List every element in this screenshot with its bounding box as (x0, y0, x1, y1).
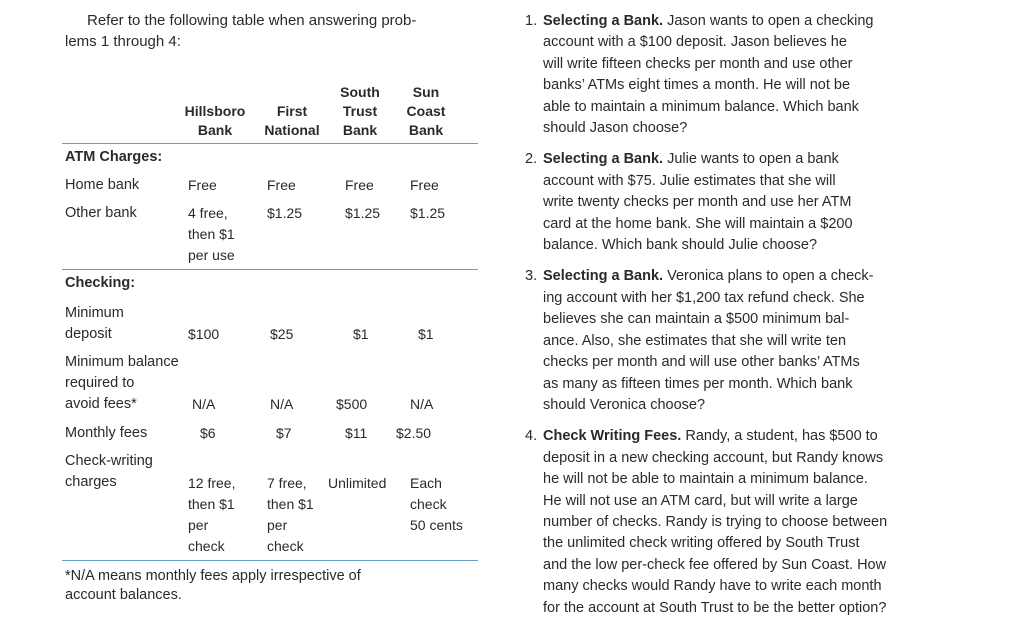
problem-number: 4. (525, 428, 538, 445)
problem-title: Selecting a Bank. (543, 151, 664, 168)
cell-other-bank-south-trust: $1.25 (345, 205, 381, 221)
cell-other-bank-first-national: $1.25 (267, 205, 303, 221)
cell-min-deposit-sun-coast: $1 (418, 326, 434, 342)
problem-text: Selecting a Bank. Julie wants to open a bank account with $75. Julie estimates that she will write twenty checks per month and use her ATM card at the home bank. She will maintain a $200 balance. Which bank should Julie choose? (543, 151, 853, 254)
problem-number: 2. (525, 151, 538, 168)
cell-min-deposit-first-national: $25 (270, 326, 294, 342)
problem-number: 1. (525, 13, 538, 29)
table-divider (62, 269, 478, 270)
table-divider (62, 143, 478, 144)
problem-4 (525, 426, 945, 619)
cell-check-writing-hillsboro: 12 free, then $1 per check (188, 475, 236, 554)
section-title-checking: Checking: (65, 275, 136, 291)
row-label-check-writing-charges: Check-writing charges (65, 453, 153, 490)
cell-min-balance-south-trust: $500 (336, 396, 368, 412)
problem-list (525, 11, 945, 629)
column-header-first-national: First National (264, 103, 320, 138)
cell-min-balance-first-national: N/A (270, 396, 294, 412)
table-divider (62, 560, 478, 561)
cell-monthly-fees-hillsboro: $6 (200, 425, 216, 441)
row-label-monthly-fees: Monthly fees (65, 425, 148, 441)
problem-3 (525, 266, 945, 416)
column-header-south-trust-bank: South Trust Bank (340, 84, 380, 138)
cell-home-bank-sun-coast: Free (410, 177, 439, 193)
cell-home-bank-hillsboro: Free (188, 177, 217, 193)
cell-monthly-fees-sun-coast: $2.50 (396, 425, 432, 441)
cell-other-bank-hillsboro: 4 free, then $1 per use (188, 205, 235, 263)
cell-min-balance-sun-coast: N/A (410, 396, 434, 412)
cell-min-deposit-hillsboro: $100 (188, 326, 220, 342)
problem-title: Selecting a Bank. (543, 13, 664, 29)
bank-table-header (62, 80, 477, 140)
cell-min-balance-hillsboro: N/A (192, 396, 216, 412)
cell-check-writing-south-trust: Unlimited (328, 475, 387, 491)
problem-number: 3. (525, 268, 538, 285)
intro-line-2: lems 1 through 4: (65, 33, 181, 50)
problem-text: Selecting a Bank. Jason wants to open a checking account with a $100 deposit. Jason believes he will write fifteen checks per month and use other banks’ ATMs eight times a month. He will not be able to maintain a minimum balance. Which bank should Jason choose? (543, 13, 874, 137)
cell-other-bank-sun-coast: $1.25 (410, 205, 446, 221)
row-label-minimum-deposit: Minimum deposit (65, 305, 124, 342)
cell-home-bank-first-national: Free (267, 177, 296, 193)
column-header-hillsboro-bank: Hillsboro Bank (184, 103, 246, 138)
column-header-sun-coast-bank: Sun Coast Bank (406, 84, 446, 138)
cell-check-writing-first-national: 7 free, then $1 per check (267, 475, 314, 554)
problem-title: Selecting a Bank. (543, 268, 664, 285)
problem-text: Selecting a Bank. Veronica plans to open a check- ing account with her $1,200 tax refund check. She believes she can maintain a $500 minimum bal- ance. Also, she estimates that she will write ten checks per month and will use other banks’ ATMs as many as fifteen times per month. Which bank should Veronica choose? (543, 268, 874, 413)
cell-home-bank-south-trust: Free (345, 177, 374, 193)
row-label-home-bank: Home bank (65, 177, 140, 193)
problem-1 (525, 11, 945, 139)
section-title-atm-charges: ATM Charges: (65, 149, 163, 165)
row-label-other-bank: Other bank (65, 205, 137, 221)
problem-text: Check Writing Fees. Randy, a student, has $500 to deposit in a new checking account, but Randy knows he will not be able to maintain a minimum balance. He will not use an ATM card, but will write a large number of checks. Randy is trying to choose between the unlimited check writing offered by South Trust and the low per-check fee offered by Sun Coast. How many checks would Randy have to write each month for the account at South Trust to be the better option? (543, 428, 888, 616)
cell-min-deposit-south-trust: $1 (353, 326, 369, 342)
row-label-minimum-balance: Minimum balance required to avoid fees* (65, 354, 179, 412)
cell-monthly-fees-south-trust: $11 (345, 425, 368, 441)
cell-monthly-fees-first-national: $7 (276, 425, 292, 441)
intro-text (65, 10, 485, 52)
problem-2 (525, 149, 945, 256)
table-footnote: *N/A means monthly fees apply irrespective of account balances. (65, 568, 361, 603)
problem-title: Check Writing Fees. (543, 428, 682, 445)
intro-line-1: Refer to the following table when answering prob- (87, 12, 417, 29)
cell-check-writing-sun-coast: Each check 50 cents (410, 475, 463, 533)
